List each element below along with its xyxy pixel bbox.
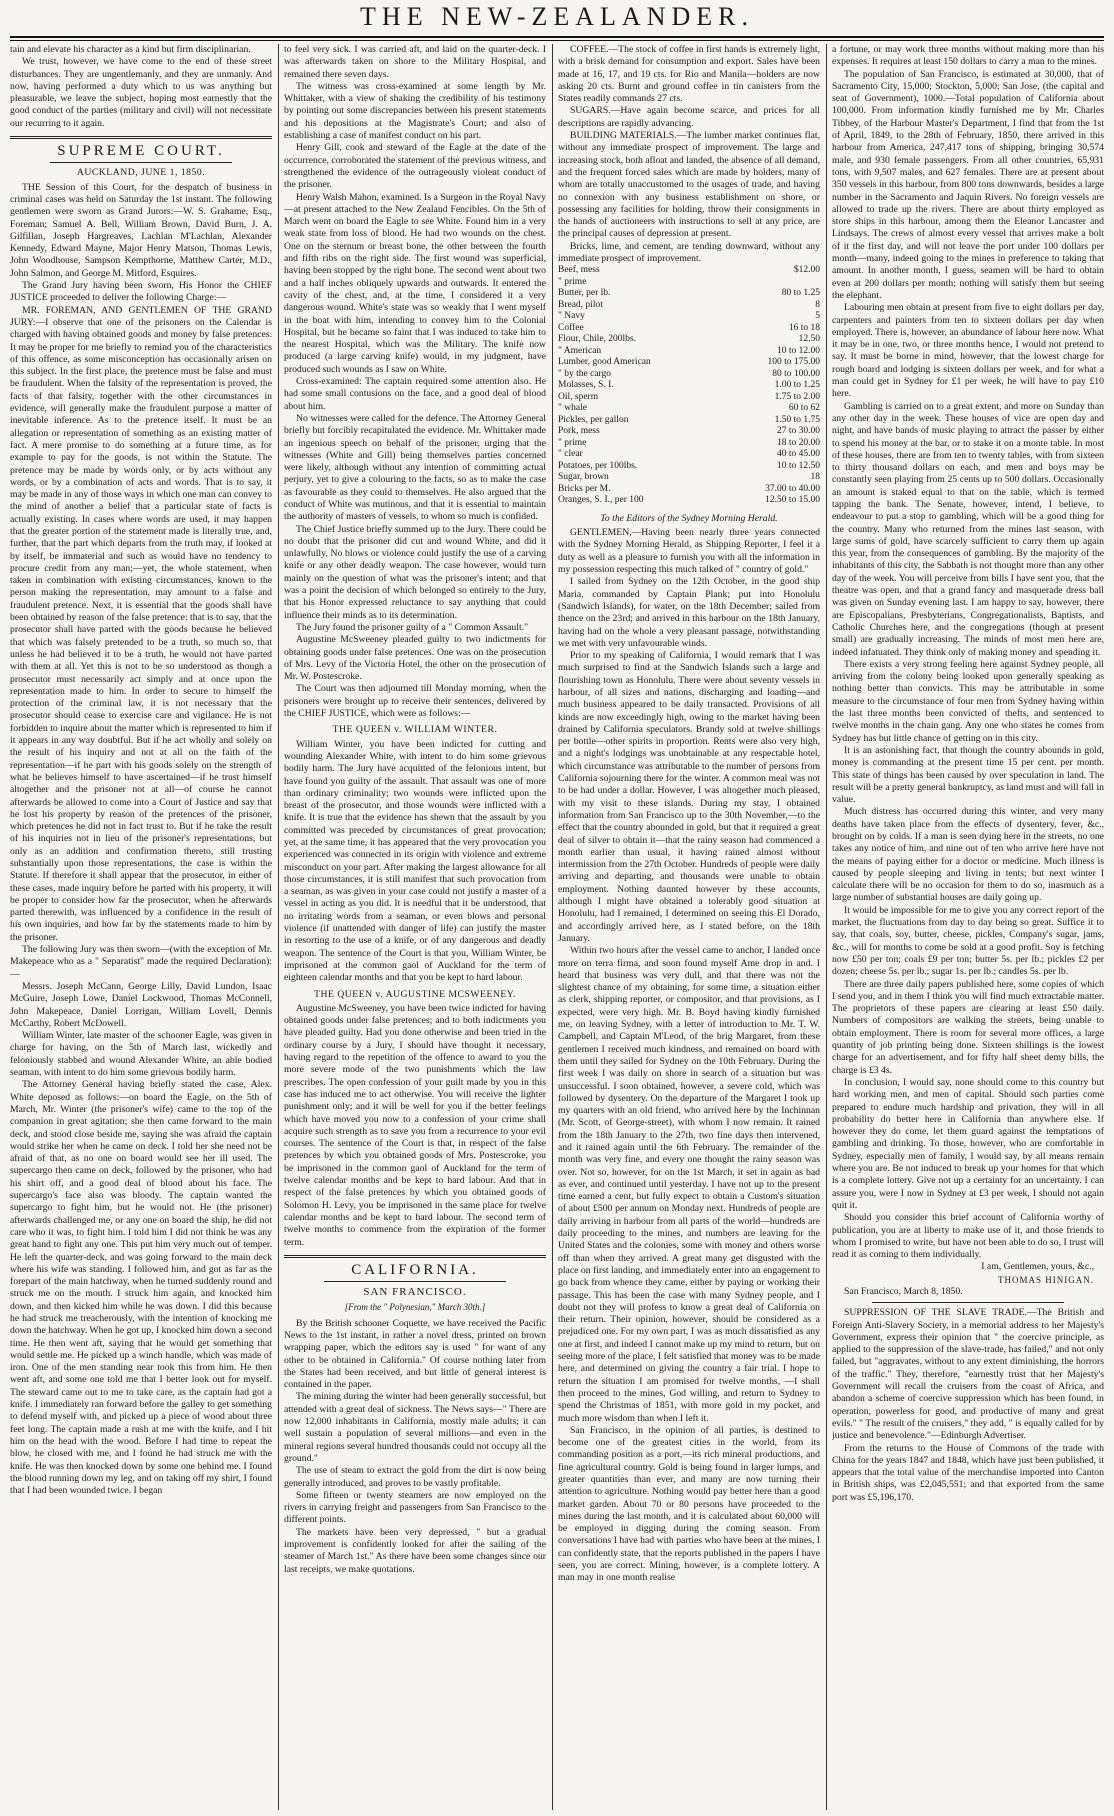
price-row [558,357,820,369]
price-value: 10 to 12.50 [776,460,820,471]
dateline: AUCKLAND, JUNE 1, 1850. [76,167,206,179]
price-row [558,438,820,450]
article-paragraph: to feel very sick. I was carried aft, and laid on the quarter-deck. I was afterwards taken on shore to the Military Hospital, and remained there seven days. [284,44,546,80]
price-row [558,449,820,461]
price-row [558,334,820,346]
article-paragraph: The markets have been very depressed, " but a gradual improvement is confidently looked for after the sailing of the steamer of March 1st." As there have been some changes since our last receipts, we make quotations. [284,1526,546,1575]
column-4 [832,44,1104,1810]
article-paragraph: tain and elevate his character as a kind but firm disciplinarian. [10,44,251,55]
letter-heading: To the Editors of the Sydney Morning Herald. [600,512,778,524]
subheading: SAN FRANCISCO. [363,1286,467,1299]
article-paragraph: Labouring men obtain at present from five to eight dollars per day, carpenters and painters from ten to sixteen dollars per day when employed. There is, however, an abundance of labour here now. What it may be in one, two, or three months hence, I would not pretend to say. It must be borne in mind, however, that the lowest charge for rough board and lodging is sixteen dollars per week, and for what a man could get in Sydney for £1 per week, he will have to pay £10 here. [832,302,1104,400]
article-paragraph: GENTLEMEN,—Having been nearly three years connected with the Sydney Morning Herald, as Shipping Reporter, I feel it a duty as well as a pleasure to furnish you with all the information in my possession respecting this much talked of " country of gold." [558,527,820,576]
article-paragraph: MR. FOREMAN, AND GENTLEMEN OF THE GRAND JURY:—I observe that one of the prisoners on the Calendar is charged with having obtained goods and money by false pretences. It may be proper for me briefly to remind you of the characteristics of this offence, as some misconception has occasionally arisen on this subject. In the first place, the pretence must be false and must be fraudulent. When the falsity of the representation is proved, the facts of that falsity, together with the other circumstances in evidence, will generally make the fraudulent purpose a matter of inevitable inference. As to the pretence itself. It must be an allegation or representation of something as an existing matter of fact. A mere promise to do something at a future time, as for example to pay for the goods, is not within the Statute. The pretence may be made by words only, or by acts without any words, or by a combination of acts and words. That is to say, it may be made in any of those ways in which one man can convey to the mind of another a belief that a particular state of facts is actually existing. In cases where words are used, it may happen that the greater portion of the statement made is literally true, and, further, that the part which departs from the truth may, if looked at by itself, be immaterial and such as would have no tendency to procure credit from any man;—yet, the whole statement, when taken in combination with existing circumstances, known to the person making the representation, may amount to a false and fraudulent pretence. Next, it is essential that the goods shall have been obtained by reason of the false pretence: that is to say, that the prosecutor shall have parted with the goods because he believed that which was falsely pretended to be a truth, so much so, that unless he had believed it to be a truth, he would not have parted with them at all. Yet this is not to be so understood as though a prosecutor must necessarily act simply and at once upon the representation made to him. In order to secure to himself the protection of the criminal law, it is not necessary that the prosecutor should cease to exercise care and vigilance. He is not forbidden to inquire about the matter which is represented to him if it appears in any way doubtful. But if he act wholly and solely on the result of his inquiry and not at all on the faith of the representation—if he part with his goods solely on the strength of what he believes himself to have ascertained—if he trust himself altogether and the prisoner not at all—of course he cannot afterwards be allowed to come into a Court of Justice and say that he lost his property by reason of the pretences of the prisoner, which pretences he did not in fact trust to. But if he take the result of his inquiries not in lieu of the prisoner's representations, but only as an addition and confirmation thereto, still trusting substantially upon those representations, the case is within the Statute. If therefore it shall appear that the prosecutor, in either of these cases, made inquiry before he parted with his property, it will be proper to consider how far the prosecutor, when he afterwards parted therewith, was influenced by a confidence in the result of his own inquiries, and how far by the statements made to him by the prisoner. [10,304,272,943]
section-heading: SUPREME COURT. [57,143,225,160]
article-paragraph: Some fifteen or twenty steamers are now employed on the rivers in carrying freight and passengers from San Francisco to the different points. [284,1489,546,1526]
article-paragraph: BUILDING MATERIALS.—The lumber market continues flat, without any immediate prospect of improvement. The large and increasing stock, both afloat and landed, the absence of all demand, and the frequent forced sales which are made by holders, many of whom are totally unaccustomed to the usages of trade, and having no connexion with any business establishment on shore, or possessing any facilities for holding, throw their consignments in the hands of auctioneers with instructions to sell at any price, are the principal causes of depression at present. [558,130,820,240]
price-row [558,415,820,427]
price-value: $12.00 [793,265,820,276]
article-paragraph: Should you consider this brief account of California worthy of publication, you are at liberty to make use of it, and those friends to whom I promised to write, but have not been able to do so, I trust will read it as coming to them individually. [832,1212,1104,1261]
article-paragraph: Henry Walsh Mahon, examined. Is a Surgeon in the Royal Navy—at present attached to the New Zealand Fencibles. On the 5th of March went on board the Eagle to see White. Found him in a very weak state from loss of blood. He had two wounds on the chest. One on the sternum or breast bone, the other between the fourth and fifth ribs on the right side. The first wound was superficial, having been stopped by the right bone. The second went about two and a half inches obliquely upwards and outwards. It entered the cavity of the chest, and, at the time, I considered it a very dangerous wound. White's state was so weakly that I went myself in the boat with him, intending to convey him to the Colonial Hospital, but he became so faint that I was induced to take him to the nearest Hospital, which was the Military. The knife now produced (a large carving knife) would, in my judgment, have produced such wounds as I saw on White. [284,191,546,375]
article-paragraph: We trust, however, we have come to the end of these street disturbances. They are ungentlemanly, and they are unmanly. And now, having performed a duty which to us was anything but pleasurable, we leave the subject, hoping most earnestly that the good conduct of the parties (military and civil) will not necessitate our recurring to it again. [10,56,272,129]
article-paragraph: The Grand Jury having been sworn, His Honor the CHIEF JUSTICE proceeded to deliver the following Charge:— [10,280,272,304]
price-item: Bricks per M. [558,483,611,494]
column-2 [284,44,546,1810]
article-paragraph: Augustine McSweeney, you have been twice indicted for having obtained goods under false pretences; and to both indictments you have pleaded guilty. Had you done otherwise and been tried in the ordinary course by a Jury, I should have thought it necessary, having regard to the repetition of the offence to award to you the more severe mode of the two punishments which the law prescribes. The open confession of your guilt made by you in this case has induced me to act otherwise. You will receive the lighter punishment only; and it will be well for you if the better feelings which have moved you now to a confession of your crime shall acquire such strength as to save you from a recurrence to your evil courses. The sentence of the Court is that, in respect of the false pretences by which you obtained goods of Mrs. Postescroke, you be imprisoned in the common gaol of Auckland for the term of twelve calendar months and be kept to hard labour. And that in respect of the false pretences by which you obtained goods of Solomon H. Levy, you be imprisoned in the same place for twelve calendar months and be kept to hard labour. The second term of twelve months to commence from the expiration of the former term. [284,1002,546,1248]
price-item: Butter, per lb. [558,288,611,299]
price-value: 8 [815,299,820,310]
price-item: " prime [558,437,587,448]
article-paragraph: There exists a very strong feeling here against Sydney people, all arriving from the colony being looked upon generally speaking as nothing better than convicts. This may be attributable in some measure to the circumstance of four men from Sydney having within the last three months been convicted of thefts, and sentenced to twelve months in the chain gang. Any one who states he comes from Sydney has but little chance of getting on in this city. [832,658,1104,744]
article-paragraph: Cross-examined: The captain required some attention also. He had some small contusions on the face, and a good deal of blood about him. [284,376,546,412]
article-paragraph: William Winter, late master of the schooner Eagle, was given in charge for having, on the 5th of March last, wickedly and feloniously stabbed and wound Alexander White, an able bodied seaman, with intent to do him some grievous bodily harm. [10,1030,272,1079]
letter-signature: THOMAS HINIGAN. [998,1274,1094,1285]
price-item: " whale [558,403,587,414]
section-divider [872,1302,1064,1303]
price-item: Oranges, S. I., per 100 [558,495,644,506]
price-value: 5 [815,311,820,322]
article-paragraph: Bricks, lime, and cement, are tending downward, without any immediate prospect of improvement. [558,240,820,265]
price-item: Potatoes, per 100lbs. [558,460,638,471]
article-paragraph: In conclusion, I would say, none should come to this country but hard working men, and men of capital. Should such parties come prepared to endure much hardship and privation, they will in all probability do better here in California than anywhere else. If however they do come, let them guard against the temptations of gambling and drinking. To those, however, who are comfortable in Sydney, especially men of family, I would say, by all means remain where you are. Be not induced to break up your homes for that which is a complete lottery. Give not up a certainty for an uncertainty. I can assure you, were I now in Sydney at £3 per week, I should not again quit it. [832,1076,1104,1211]
price-item: Beef, mess [558,265,600,276]
section-divider [284,1255,546,1258]
letter-closing: I am, Gentlemen, yours, &c., [981,1261,1094,1273]
article-paragraph: San Francisco, in the opinion of all parties, is destined to become one of the greatest cities in the world, from its commanding position as a port,—its rich mineral productions, and fine agricultural country. Gold is being found in larger lumps, and greater quantities than ever, and many are now turning their attention to agriculture. Nothing would pay better here than a good market garden. About 70 or 80 persons have proceeded to the mines during the last month, and it is calculated about 60,000 will be employed in digging during the coming season. From conversations I have had with parties who have been at the mines, I can confidently state, that the reports published in the papers I have seen, you are correct. Mining, however, is a complete lottery. A man may in one month realise [558,1424,820,1584]
article-paragraph: The Court was then adjourned till Monday morning, when the prisoners were brought up to receive their sentences, delivered by the CHIEF JUSTICE, which were as follows:— [284,683,546,720]
price-item: Coffee [558,322,584,333]
price-item: Lumber, good American [558,357,651,368]
price-item: Molasses, S. I. [558,380,614,391]
price-row [558,461,820,473]
price-item: " American [558,345,602,356]
article-paragraph: The Jury found the prisoner guilty of a " Common Assault." [296,621,529,633]
article-paragraph: Henry Gill, cook and steward of the Eagle at the date of the occurrence, corroborated the statement of the previous witness, and strengthened the evidence of the outrageously violent conduct of the prisoner. [284,142,546,191]
heading-rule [324,1281,506,1282]
article-paragraph: The mining during the winter had been generally successful, but attended with a great deal of sickness. The News says—" There are now 12,000 inhabitants in California, mostly male adults; it can well sustain a population of several millions—and even in the mineral regions several hundred thousands could not occupy all the ground." [284,1391,546,1464]
article-paragraph: THE Session of this Court, for the despatch of business in criminal cases was held on Saturday the 1st instant. The following gentlemen were sworn as Grand Jurors:—W. S. Grahame, Esq., Foreman; Samuel A. Bell, William Brown, David Burn, J. A. Gilfillan, Joseph Hargreaves, Lachlan M'Lachlan, Alexander Kennedy, Edward Mayne, Major Henry Matson, Thomas Lewis, John Woodhouse, Sampson Kempthorne, Matthew Carter, M.D., John Salmon, and George M. Mitford, Esquires. [10,181,272,279]
section-heading: CALIFORNIA. [351,1261,479,1278]
price-item: Pickles, per gallon [558,414,629,425]
price-row [558,484,820,496]
columns [10,44,1104,1810]
price-item: " prime [558,276,587,287]
price-table [558,265,820,507]
price-item: Flour, Chile, 200lbs. [558,334,636,345]
article-paragraph: The following Jury was then sworn—(with the exception of Mr. Makepeace who as a " Separatist" made the required Declaration):— [10,944,272,980]
price-value: 12.50 to 15.00 [765,495,820,506]
price-value: 80 to 100.00 [772,368,820,379]
masthead-rule [10,36,1104,38]
price-row [558,380,820,392]
price-item: " by the cargo [558,368,612,379]
column-separator [552,44,553,1810]
article-paragraph: Augustine McSweeney pleaded guilty to two indictments for obtaining goods under false pretences. One was on the prosecution of Mrs. Levy of the Victoria Hotel, the other on the prosecution of Mr. W. Postescroke. [284,634,546,683]
price-row [558,403,820,415]
article-paragraph: a fortune, or may work three months without making more than his expenses. It requires at least 150 dollars to carry a man to the mines. [832,44,1104,68]
price-row [558,277,820,289]
price-row [558,323,820,335]
case-title: THE QUEEN v. AUGUSTINE MCSWEENEY. [314,988,516,1000]
price-row [558,426,820,438]
price-row [558,311,820,323]
price-item: " clear [558,449,583,460]
section-divider [10,136,272,139]
article-paragraph: The use of steam to extract the gold from the dirt is now being generally introduced, and proves to be vastly profitable. [284,1465,546,1489]
masthead: THE NEW-ZEALANDER. [360,2,754,31]
price-row [558,288,820,300]
price-row [558,495,820,507]
price-value: 10 to 12.00 [776,345,820,356]
article-paragraph: Gambling is carried on to a great extent, and more on Sunday than any other day in the week. These houses of vice are open day and night, and have bands of music playing to attract the passer by either to spend his money at the bar, or to stake it on a monte table. In most of these houses, there are from ten to twenty tables, with from sixteen to thirty thousand dollars on each, and men and boys may be constantly seen playing from 25 cents up to 500 dollars. Occasionally an amount is staked equal to that on the table, which is termed tapping the bank. The Senate, however, intend, I believe, to endeavour to put a stop to gambling, which will be a good thing for the country. Many who returned from the mines last season, with large sums of gold, have scarcely sufficient to carry them up again this year, from the consequences of gambling. By the majority of the inhabitants of this city, the Sabbath is not thought more than any other day of the week. You will perceive from bills I have sent you, that the theatre was open, and that a grand fancy and masquerade dress ball was given on Sunday evening last. I am happy to say, however, there are Episcopalians, Presbyterians, Congregationalists, Baptists, and Catholic Churches here, and the congregations (though at present small) are gradually increasing. The minds of most men here are, indeed infatuated. They think only of making money and spending it. [832,400,1104,658]
price-value: 27 to 30.00 [776,426,820,437]
article-paragraph: Within two hours after the vessel came to anchor, I landed once more on terra firma, and soon found myself Ame drop in and. I heard that business was very dull, and that there was not the slightest chance of my obtaining, for some time, a situation either as clerk, shipping reporter, or compositor, and that provisions, as I expected, were very high. Mr. B. Boyd having kindly furnished me, on leaving Sydney, with a letter of introduction to Mr. T. W. Campbell, and Captain M'Leod, of the brig Margaret, from these gentlemen I received much kindness, and remained on board with them until they sailed for Sydney on the 10th February. During the first week I was daily on shore in search of a situation but was unsuccessful. I soon obtained, however, a severe cold, which was followed by dysentery. On the departure of the Margaret I took up my quarters with an old friend, who arrived here by the Inchinnan (Mr. Scott, of George-street), with whom I now remain. It rained from the 18th January to the 27th, two fine days then intervened, and it rained again until the 6th February. The remainder of the month was very fine, and every one thought the rainy season was over. Not so, however, for on the 1st March, it set in again as bad as ever, and continued until yesterday. I have not up to the present time earned a cent, but fully expect to obtain a Custom's situation of about £500 per annum on Monday next. Hundreds of people are daily arriving in harbour from all parts of the world—hundreds are daily proceeding to the mines, and numbers are leaving for the United States and the colonies, some with money and others worse off than when they arrived. A great many get disgusted with the place on first landing, and immediately enter into an engagement to go back from whence they came, either by paying or working their passage. This has been the case with many Sydney people, and I doubt not they will profess to know a great deal of California on their return. Their opinion, however, should be considered as a prejudiced one. For my own part, I was as much dissatisfied as any one at first, and indeed I cannot make up my mind to return, but on seeing more of the place, I felt satisfied that money was to be made here, and determined on giving the country a fair trial. I hope to return the situation I am promised for twelve months, —I shall then proceed to the mines, God willing, and return to Sydney to spend the Christmas of 1851, with more gold in my pocket, and much more wisdom than when I left it. [558,945,820,1424]
price-value: 1.50 to 1.75 [774,414,820,425]
price-value: 12.50 [798,334,820,345]
article-paragraph: SUPPRESSION OF THE SLAVE TRADE.—The British and Foreign Anti-Slavery Society, in a memorial address to her Majesty's Government, express their opinion that " the coercive principle, as applied to the suppression of the slave-trade, has failed," and not only failed, but "aggravates, without to any extent diminishing, the horrors of the traffic." They, therefore, "earnestly trust that her Majesty's Government will recall the cruisers from the coast of Africa, and abandon a scheme of coercive suppression which has been found, in operation, powerless for good, and productive of many and great evils." " The result of the cruisers," they add, " is equally called for by justice and benevolence."—Edinburgh Advertiser. [832,1307,1104,1442]
article-paragraph: There are three daily papers published here, some copies of which I send you, and in them I think you will find much extractable matter. The proprietors of these papers are clearing at least £50 daily. Numbers of compositors are walking the streets, being unable to obtain employment. There is room for several more offices, a large quantity of job printing being done. Sixteen shillings is the lowest charge for an advertisement, and for fifty half sheet demy bills, the charge is £3 4s. [832,978,1104,1076]
article-paragraph: Prior to my speaking of California, I would remark that I was much surprised to find at the Sandwich Islands such a large and flourishing town as Honolulu. There were about seventy vessels in harbour, of all sizes and nations, discharging and loading—and much business appeared to be daily transacted. Provisions of all kinds are now exceedingly high, owing to the market having been drained by California speculators. Brandy sold at twelve shillings per bottle—other spirits in proportion. Rents were also very high, and a night's lodgings was unobtainable at any respectable hotel, which circumstance was attributable to the number of persons from California sojourning there for the winter. A common meal was not to be had under a dollar. However, I was altogether much pleased, with my visit to these islands. During my stay, I obtained information from San Francisco up to the 30th November,—to the effect that the country abounded in gold, but that it required a great deal of silver to obtain it—that the rainy season had commenced a month earlier than usual, it having rained almost without intermission from the 27th October. Hundreds of people were daily arriving and departing, and thousands were unable to obtain employment. Nothing daunted however by these accounts, although I might have obtained a tolerably good situation at Honolulu, had I remained, I determined on seeing this El Dorado, and accordingly arrived here, as I stated before, on the 18th January. [558,650,820,944]
article-paragraph: William Winter, you have been indicted for cutting and wounding Alexander White, with intent to do him some grievous bodily harm. The Jury have acquitted of the felonious intent, but have found you guilty of the assault. That assault was one of more than ordinary criminality; two wounds were inflicted upon the breast of the prosecutor, and those wounds were inflicted with a knife. It is true that the evidence has shewn that the assault by you committed was preceded by circumstances of great provocation; yet, at the same time, it has appeared that the very provocation you experienced was connected in its origin with violence and extreme misconduct on your part. After making the largest allowance for all those circumstances, it is still manifest that such provocation from a seaman, as was given in your case could not justify a master of a vessel in acting as you did. It is needful that it be understood, that no irritating words from a seaman, or even blows and personal violence (if unattended with danger of life) can justify the master in resorting to the use of a knife, or of any dangerous and deadly weapon. The sentence of the Court is that you, William Winter, be imprisoned at the common gaol of Auckland for the term of eighteen calendar months and that you be kept to hard labour. [284,738,546,984]
price-value: 100 to 175.00 [767,357,820,368]
source-note: [From the " Polynesian," March 30th.] [344,1302,486,1313]
article-paragraph: The Attorney General having briefly stated the case, Alex. White deposed as follows:—on board the Eagle, on the 5th of March, Mr. Winter (the prisoner's wife) came to the top of the companion in great agitation; she then came forward to the main deck, and stood close beside me, saying she was afraid the captain would strike her when he came on deck. I told her she need not be afraid of that, as no one on board would see her ill used. The supercargo then came on deck, followed by the prisoner, who had his shirt off, and a good deal of blood about his face. The supercargo's face also was bloody. The captain wanted the supercargo to fight him, but he would not. He (the prisoner) afterwards challenged me, or any one on board the ship, he did not care who it was, to fight him. I told him I did not think he was any great hand to fight any one. This put him very much out of temper. He left the quarter-deck, and was going forward to the main deck where his wife was standing. I followed him, and got as far as the forepart of the main hatchway, when he turned suddenly round and struck me on the mouth. I struck him again, and knocked him down, and then kicked him while he was down. I did this because he had struck me treacherously, with the intention of knocking me down the hatchway. When he got up, I knocked him down a second time. He then went aft, saying that he would get something that would settle me. He picked up a winch handle, which was made of iron. One of the men standing near took this from him. He then went aft, and some one told me that I better look out for myself. The steward came out to me to take care, as the captain had got a knife. I immediately ran forward before the galley to get something to defend myself with, and picked up a piece of wood about three feet long. The captain made a rush at me with the knife, and I hit him on the head with the wood. Before I had time to repeat the blow, he closed with me, and I found he had struck me with the knife. He was then knocked down by some one behind me. I found the blood running down my leg, and on taking off my shirt, I found that I had been wounded twice. I began [10,1079,272,1497]
price-item: Sugar, brown [558,472,609,483]
masthead-rule-thin [10,40,1104,41]
price-value: 37.00 to 40.00 [765,483,820,494]
price-value: 1.00 to 1.25 [774,380,820,391]
article-paragraph: From the returns to the House of Commons of the trade with China for the years 1847 and 1848, which have just been published, it appears that the total value of the merchandise imported into Canton in British ships, was £2,045,551; and that exported from the same port was £5,196,170. [832,1442,1104,1503]
price-row [558,300,820,312]
case-title: THE QUEEN v. WILLIAM WINTER. [332,724,498,736]
price-row [558,346,820,358]
article-paragraph: I sailed from Sydney on the 12th October, in the good ship Maria, commanded by Captain Plank; put into Honolulu (Sandwich Islands), for water, on the 18th December; sailed from thence on the 23rd; and arrived in this harbour on the 18th January, having had on the whole a very pleasant passage, notwithstanding we met with very unfavourable winds. [558,576,820,649]
article-paragraph: It would be impossible for me to give you any correct report of the market, the fluctuations from day to day being so great. Suffice it to say, that coals, soy, butter, cheese, pickles, Company's sugar, jams, &c., will for months to come be sold at a good profit. Soy is fetching now £50 per ton; coals £9 per ton; butter 5s. per lb.; pickles £2 per dozen; cheese 5s. per lb.; sugar 1s. per lb.; candles 5s. per lb. [832,904,1104,978]
article-paragraph: SUGARS.—Have again become scarce, and prices for all descriptions are rapidly advancing. [558,105,820,129]
price-value: 1.75 to 2.00 [774,391,820,402]
article-paragraph: Much distress has occurred during this winter, and very many deaths have taken place from the effects of dysentery, fever, &c., brought on by colds. If a man is seen dying here in the streets, no one takes any notice of him, and nine out of ten who arrive here have not the means of paying either for a doctor or medicine. Much illness is caused by people sleeping and living in tents; but next winter I calculate there will be no occasion for them to do so, inasmuch as a large number of substantial houses are daily going up. [832,806,1104,904]
article-paragraph: The Chief Justice briefly summed up to the Jury. There could be no doubt that the prisoner did cut and wound White, and did it unlawfully. No blows or violence could justify the use of a carving knife or any other deadly weapon. The case however, would turn mainly on the question of what was the prisoner's intent; and that was a point the decision of which belonged so entirely to the Jury, that his Honor expressed reluctance to say anything that could influence their minds as to its determination. [284,523,546,621]
price-value: 40 to 45.00 [776,449,820,460]
article-paragraph: COFFEE.—The stock of coffee in first hands is extremely light, with a brisk demand for consumption and export. Sales have been made at 16, 17, and 19 cts. for Rio and Manila—holders are now asking 20 cts. Burnt and ground coffee in tin canisters from the States readily commands 27 cts. [558,44,820,105]
price-value [723,277,820,289]
column-1 [10,44,272,1810]
price-value: 80 to 1.25 [781,288,820,299]
price-row [558,472,820,484]
column-separator [826,44,827,1810]
price-value: 18 to 20.00 [776,437,820,448]
price-value: 60 to 62 [788,403,820,414]
column-separator [278,44,279,1810]
price-row [558,392,820,404]
price-item: Oil, sperm [558,391,599,402]
price-item: Bread, pilot [558,299,603,310]
article-paragraph: The witness was cross-examined at some length by Mr. Whittaker, with a view of shaking the credibility of his testimony by pointing out some discrepancies between his present statements and his depositions at the Magistrate's Court; and also of establishing a case of manifest conduct on his part. [284,80,546,142]
price-row [558,265,820,277]
price-value: 16 to 18 [788,322,820,333]
price-row [558,369,820,381]
heading-rule [50,162,232,163]
column-3 [558,44,820,1810]
article-paragraph: It is an astonishing fact, that though the country abounds in gold, money is commanding at the present time 15 per cent. per month. This state of things has been caused by over speculation in land. The result will be a pretty general bankruptcy, as land must and will fall in value. [832,744,1104,806]
article-paragraph: By the British schooner Coquette, we have received the Pacific News to the 1st instant, in rather a novel dress, printed on brown wrapping paper, which the editors say is used " for want of any other to be obtained in California." Of course nothing later from the States had been received, and but little of general interest is contained in the paper. [284,1317,546,1391]
article-paragraph: No witnesses were called for the defence. The Attorney General briefly but forcibly recapitulated the evidence. Mr. Whittaker made an ingenious speech on behalf of the prisoner, urging that the witnesses (White and Gill) being themselves parties concerned were likely, although without any intention of committing actual perjury, yet to give a colouring to the facts, so as to make the case as favourable as they could to themselves. He also argued that the conduct of White was mutinous, and that it is essential to maintain the authority of masters of vessels, to whom so much is confided. [284,412,546,523]
letter-dateline: San Francisco, March 8, 1850. [844,1285,963,1297]
price-value: 18 [810,472,820,483]
price-item: Pork, mess [558,426,600,437]
article-paragraph: Messrs. Joseph McCann, George Lilly, David Lundon, Isaac McGuire, Joseph Lowe, Daniel Lockwood, Thomas McConnell, John Makepeace, Daniel Lorrigan, William Lovell, Dennis McCarthy, Robert McDowell. [10,980,272,1029]
price-item: " Navy [558,311,585,322]
article-paragraph: The population of San Francisco, is estimated at 30,000, that of Sacramento City, 15,000; Stockton, 5,000; San Jose, (the capital and seat of Government), 1000.—Total population of California about 100,000. From information kindly furnished me by Mr. Charles Tibbey, of the Harbour Master's Department, I find that from the 1st of April, 1849, to the 28th of February, 1850, there arrived in this harbour from America, 247,417 tons of shipping, bringing 30,574 male, and 930 female passengers. From all other countries, 65,931 tons, with 9,507 males, and 627 females. There are at present about 350 vessels in this harbour, from 800 tons downwards, besides a large number in the Sacramento and Jaquin Rivers. No foreign vessels are allowed to trade up the rivers. There are about thirty employed as store ships in this harbour, among them the Eleanor Lancaster and Lindsays. The crews of almost every vessel that arrives make a bolt of it the first day, and will not leave the port under 100 dollars per month—many, indeed going to the mines in preference to taking that amount. In another month, I guess, seamen will be hard to obtain even at 200 dollars per month; nothing will satisfy them but seeing the elephant. [832,68,1104,301]
